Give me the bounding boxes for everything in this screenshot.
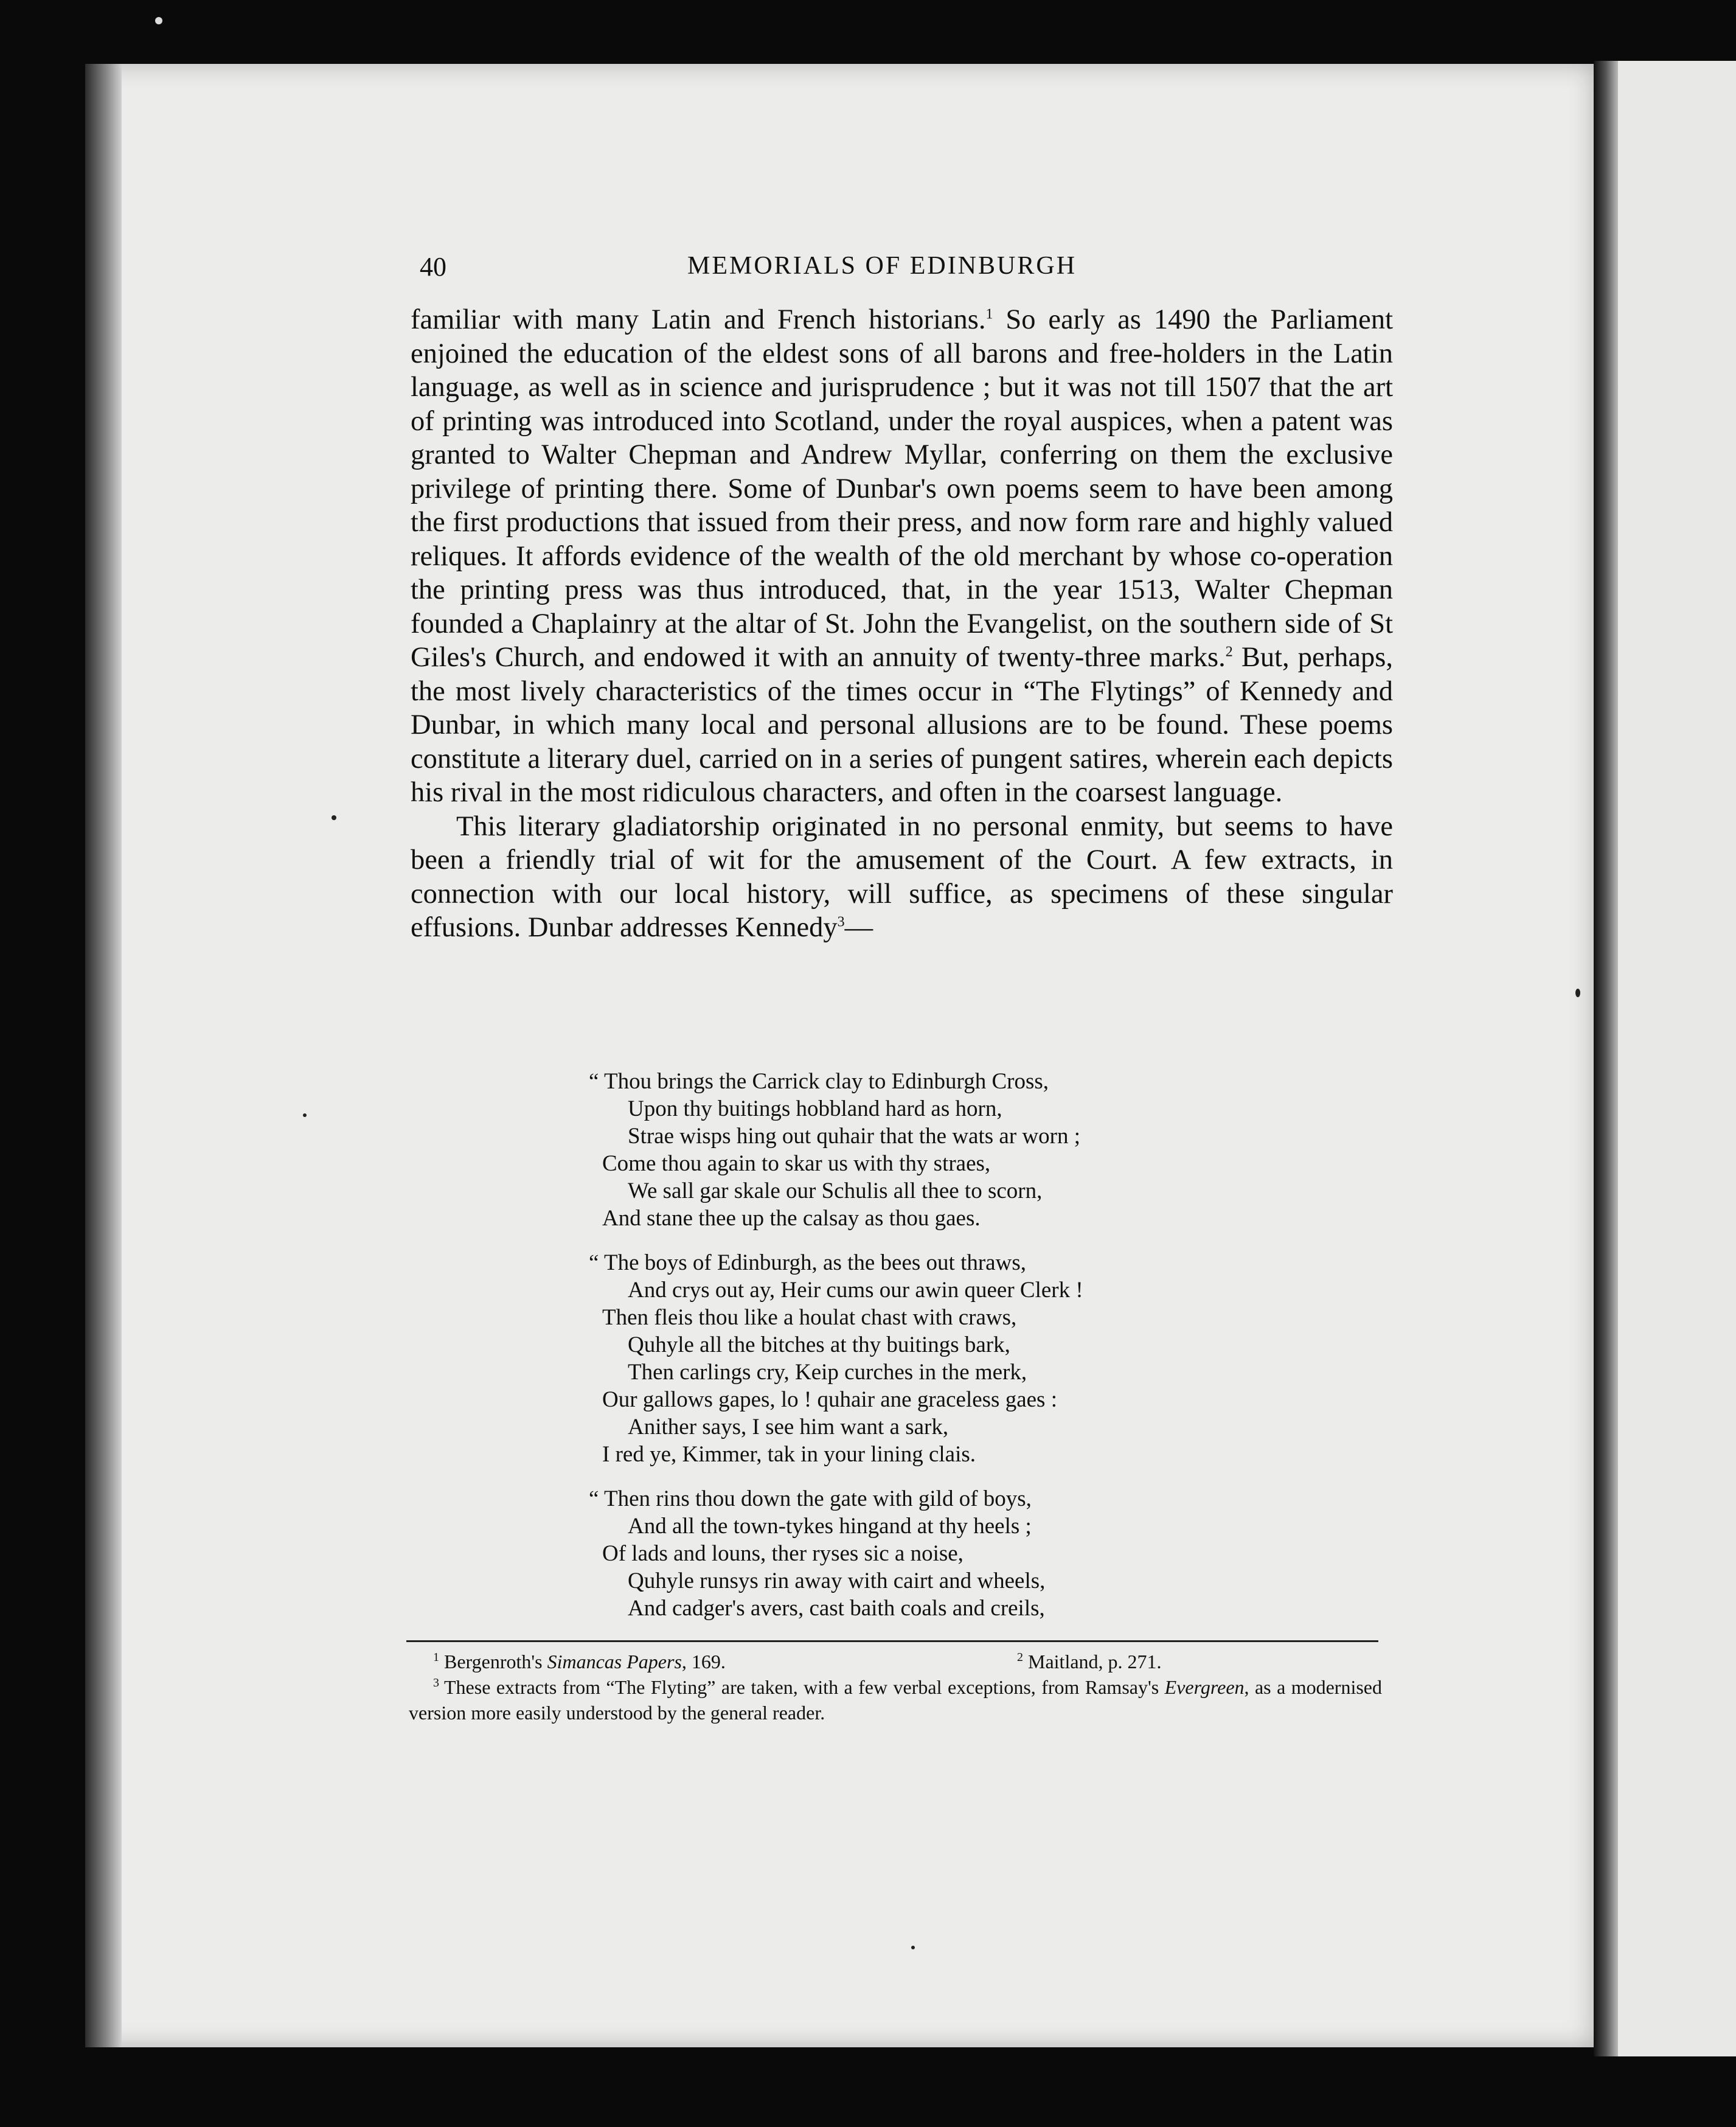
scan-speck xyxy=(303,1113,307,1117)
poem-line: I red ye, Kimmer, tak in your lining clais. xyxy=(602,1442,976,1467)
para2-text-1: This literary gladiatorship originated in no personal enmity, but seems to have been a friendly trial of wit for the amusement of the Court. A few extracts, in connection with our local history, will suffice, as specimens of these singular effusions. Dunbar addresses Kennedy xyxy=(411,810,1393,943)
poem-line: Anither says, I see him want a sark, xyxy=(628,1415,949,1439)
footnote-1-post: , 169. xyxy=(681,1651,726,1673)
footnote-1 xyxy=(433,1649,726,1674)
poem-line: Quhyle runsys rin away with cairt and wheels, xyxy=(628,1568,1046,1593)
footnote-3-post: , as a modernised version more easily understood by the general reader. xyxy=(409,1676,1383,1724)
poem-line: Upon thy buitings hobbland hard as horn, xyxy=(628,1096,1002,1121)
footnotes xyxy=(409,1649,1382,1725)
footnote-1-number: 1 xyxy=(433,1651,439,1665)
poem-line: “ Thou brings the Carrick clay to Edinburgh Cross, xyxy=(589,1069,1049,1094)
running-title: MEMORIALS OF EDINBURGH xyxy=(687,252,1077,280)
footnote-3-pre: These extracts from “The Flyting” are taken, with a few verbal exceptions, from Ramsay's xyxy=(444,1676,1165,1698)
para1-text-2: So early as 1490 the Parliament enjoined the education of the eldest sons of all barons and free-holders in the Latin language, as well as in science and jurisprudence ; but it was not till 1507 that the art of printing was introduced into Scotland, under the royal auspices, when a patent was granted to Walter Chepman and Andrew Myllar, conferring on them the exclusive privilege of printing there. Some of Dunbar's own poems seem to have been among the first productions that issued from their press, and now form rare and highly valued reliques. It affords evidence of the wealth of the old merchant by whose co-operation the printing press was thus introduced, that, in the year 1513, Walter Chepman founded a Chaplainry at the altar of St. John the Evangelist, on the southern side of St Giles's Church, and endowed it with an annuity of twenty-three marks. xyxy=(411,304,1393,673)
footnote-2-number: 2 xyxy=(1017,1651,1023,1665)
running-head xyxy=(420,251,1393,288)
poem-line: And stane thee up the calsay as thou gaes. xyxy=(602,1206,981,1231)
poem-extract xyxy=(589,1068,1247,1639)
footnote-2 xyxy=(1017,1649,1162,1674)
poem-stanza-1 xyxy=(589,1068,1247,1232)
poem-line: We sall gar skale our Schulis all thee to scorn, xyxy=(628,1178,1043,1203)
paragraph-1 xyxy=(411,303,1393,810)
footnote-1-title: Simancas Papers xyxy=(547,1651,682,1673)
footnote-2-text: Maitland, p. 271. xyxy=(1028,1651,1162,1673)
poem-line: And all the town-tykes hingand at thy heels ; xyxy=(628,1514,1032,1539)
page-number: 40 xyxy=(420,252,446,282)
poem-line: Our gallows gapes, lo ! quhair ane graceless gaes : xyxy=(602,1387,1057,1412)
footnote-rule xyxy=(406,1640,1378,1642)
body-text xyxy=(411,303,1393,945)
scan-speck xyxy=(1575,989,1580,997)
footnote-3-title: Evergreen xyxy=(1164,1676,1245,1698)
footnote-ref-3: 3 xyxy=(837,914,845,930)
poem-line: And crys out ay, Heir cums our awin queer Clerk ! xyxy=(628,1278,1083,1303)
scan-speck xyxy=(332,815,336,820)
scan-speck xyxy=(155,17,162,24)
footnote-ref-2: 2 xyxy=(1225,644,1233,660)
poem-line: “ The boys of Edinburgh, as the bees out thraws, xyxy=(589,1250,1026,1275)
poem-line: Then carlings cry, Keip curches in the merk, xyxy=(628,1360,1027,1385)
footnote-3-number: 3 xyxy=(433,1676,439,1690)
footnote-3 xyxy=(409,1674,1382,1725)
poem-stanza-3 xyxy=(589,1485,1247,1622)
page-gutter-shadow xyxy=(85,64,122,2047)
para1-text-1: familiar with many Latin and French historians. xyxy=(411,304,986,335)
poem-line: “ Then rins thou down the gate with gild of boys, xyxy=(589,1486,1032,1511)
binding-shadow xyxy=(1594,61,1618,2056)
footnote-1-pre: Bergenroth's xyxy=(444,1651,547,1673)
poem-stanza-2 xyxy=(589,1249,1247,1468)
paragraph-2 xyxy=(411,810,1393,945)
poem-line: Strae wisps hing out quhair that the wats ar worn ; xyxy=(628,1124,1080,1149)
poem-line: And cadger's avers, cast baith coals and creils, xyxy=(628,1596,1045,1621)
footnote-ref-1: 1 xyxy=(985,306,993,322)
footnote-row-1-2 xyxy=(409,1649,1382,1674)
poem-line: Of lads and louns, ther ryses sic a noise, xyxy=(602,1541,963,1566)
poem-line: Quhyle all the bitches at thy buitings bark, xyxy=(628,1332,1010,1357)
para2-text-2: — xyxy=(844,912,873,943)
poem-line: Then fleis thou like a houlat chast with craws, xyxy=(602,1305,1017,1330)
scan-speck xyxy=(911,1946,915,1949)
poem-line: Come thou again to skar us with thy straes, xyxy=(602,1151,991,1176)
para1-text-3: But, perhaps, the most lively characteristics of the times occur in “The Flytings” of Kennedy and Dunbar, in which many local and personal allusions are to be found. These poems constitute a literary duel, carried on in a series of pungent satires, wherein each depicts his rival in the most ridiculous characters, and often in the coarsest language. xyxy=(411,642,1393,808)
